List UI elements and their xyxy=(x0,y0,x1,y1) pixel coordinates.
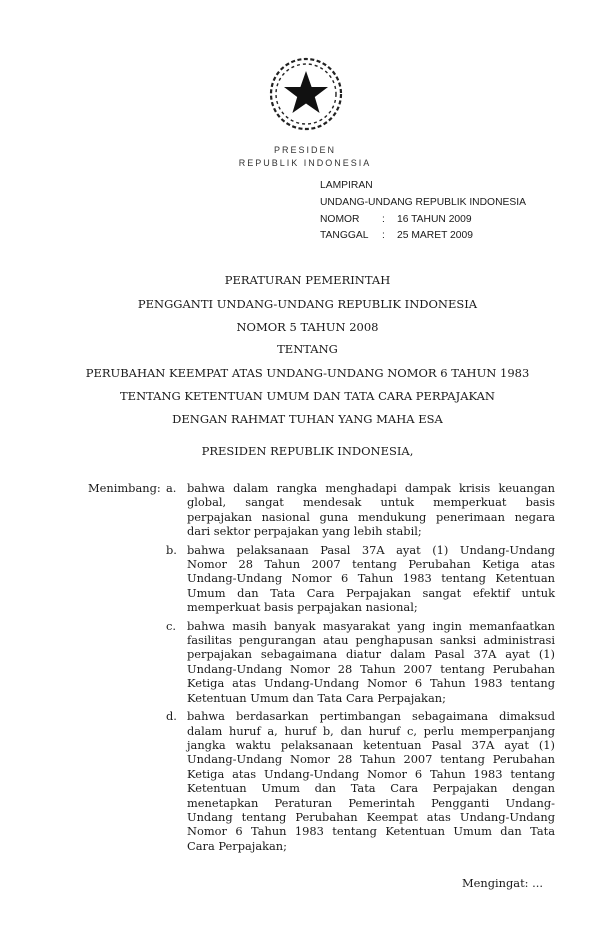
item-text-line: Ketentuan Umum dan Tata Cara Perpajakan; xyxy=(187,690,446,705)
item-text-line: Cara Perpajakan; xyxy=(187,838,287,853)
item-text-line: bahwa pelaksanaan Pasal 37A ayat (1) Undang-Undang xyxy=(187,542,555,557)
item-text-line: Undang tentang Perubahan Keempat atas Undang-Undang xyxy=(187,809,555,824)
title-line: TENTANG xyxy=(277,342,338,356)
item-text-line: perpajakan sebagaimana diatur dalam Pasal 37A ayat (1) xyxy=(187,647,555,662)
item-text-line: Nomor 28 Tahun 2007 tentang Perubahan Ketiga atas xyxy=(187,557,555,572)
title-line: PENGGANTI UNDANG-UNDANG REPUBLIK INDONESIA xyxy=(137,297,478,311)
item-text-line: global, sangat mendesak untuk memperkuat basis xyxy=(187,495,555,510)
lampiran-title: LAMPIRAN xyxy=(320,180,373,191)
item-text-line: bahwa berdasarkan pertimbangan sebagaimana dimaksud xyxy=(187,709,555,724)
tanggal-label: TANGGAL xyxy=(320,230,369,241)
considering-label: Menimbang: xyxy=(88,481,161,495)
item-text-line: Ketentuan Umum dan Tata Cara Perpajakan dengan xyxy=(187,781,555,796)
title-line: NOMOR 5 TAHUN 2008 xyxy=(236,320,379,334)
item-text-line: fasilitas pengurangan atau penghapusan sanksi administrasi xyxy=(187,633,555,648)
considering-item xyxy=(88,543,558,615)
item-text-line: perpajakan nasional guna mendukung penerimaan negara xyxy=(187,509,555,524)
item-letter: a. xyxy=(166,481,177,495)
nomor-colon: : xyxy=(382,214,385,225)
nomor-label: NOMOR xyxy=(320,214,360,225)
considering-section xyxy=(88,481,558,853)
item-text-line: memperkuat basis perpajakan nasional; xyxy=(187,600,418,615)
presidential-emblem-icon xyxy=(266,54,346,134)
item-letter: c. xyxy=(166,618,177,633)
item-text-line: jangka waktu pelaksanaan ketentuan Pasal 37A ayat (1) xyxy=(187,737,555,752)
lampiran-tanggal xyxy=(320,229,473,243)
item-text xyxy=(187,481,555,539)
nomor-value: 16 TAHUN 2009 xyxy=(397,214,472,225)
item-text-line: bahwa dalam rangka menghadapi dampak krisis keuangan xyxy=(187,481,555,495)
item-text-line: Undang-Undang Nomor 28 Tahun 2007 tentang Perubahan xyxy=(187,752,555,767)
item-text-line: Nomor 6 Tahun 1983 tentang Ketentuan Umum dan Tata xyxy=(187,824,555,839)
considering-item xyxy=(88,481,558,539)
item-text xyxy=(187,619,555,705)
item-text-line: Ketiga atas Undang-Undang Nomor 6 Tahun 1983 tentang xyxy=(187,766,555,781)
president-heading: PRESIDEN REPUBLIK INDONESIA, xyxy=(201,444,414,458)
item-text xyxy=(187,709,555,853)
item-text xyxy=(187,543,555,615)
tanggal-colon: : xyxy=(382,230,385,241)
title-line: DENGAN RAHMAT TUHAN YANG MAHA ESA xyxy=(172,412,443,426)
lampiran-nomor xyxy=(320,213,472,227)
continuation-marker: Mengingat: ... xyxy=(462,876,543,890)
item-letter: b. xyxy=(166,542,177,557)
considering-item xyxy=(88,709,558,853)
letterhead-line-1: PRESIDEN xyxy=(273,145,336,155)
considering-item xyxy=(88,619,558,705)
item-text-line: Ketiga atas Undang-Undang Nomor 6 Tahun 1983 tentang xyxy=(187,676,555,691)
title-line: PERUBAHAN KEEMPAT ATAS UNDANG-UNDANG NOMOR 6 TAHUN 1983 xyxy=(85,366,530,380)
letterhead-line-2: REPUBLIK INDONESIA xyxy=(238,158,372,168)
item-text-line: Umum dan Tata Cara Perpajakan sangat efektif untuk xyxy=(187,585,555,600)
item-text-line: dalam huruf a, huruf b, dan huruf c, perlu memperpanjang xyxy=(187,723,555,738)
item-letter: d. xyxy=(166,709,177,724)
lampiran-law: UNDANG-UNDANG REPUBLIK INDONESIA xyxy=(320,197,526,208)
tanggal-value: 25 MARET 2009 xyxy=(397,230,473,241)
item-text-line: bahwa masih banyak masyarakat yang ingin memanfaatkan xyxy=(187,618,555,633)
item-text-line: Undang-Undang Nomor 28 Tahun 2007 tentang Perubahan xyxy=(187,661,555,676)
title-line: PERATURAN PEMERINTAH xyxy=(224,273,391,287)
item-text-line: menetapkan Peraturan Pemerintah Pengganti Undang- xyxy=(187,795,555,810)
item-text-line: Undang-Undang Nomor 6 Tahun 1983 tentang Ketentuan xyxy=(187,571,555,586)
title-line: TENTANG KETENTUAN UMUM DAN TATA CARA PERPAJAKAN xyxy=(120,389,495,403)
item-text-line: dari sektor perpajakan yang lebih stabil; xyxy=(187,524,422,539)
